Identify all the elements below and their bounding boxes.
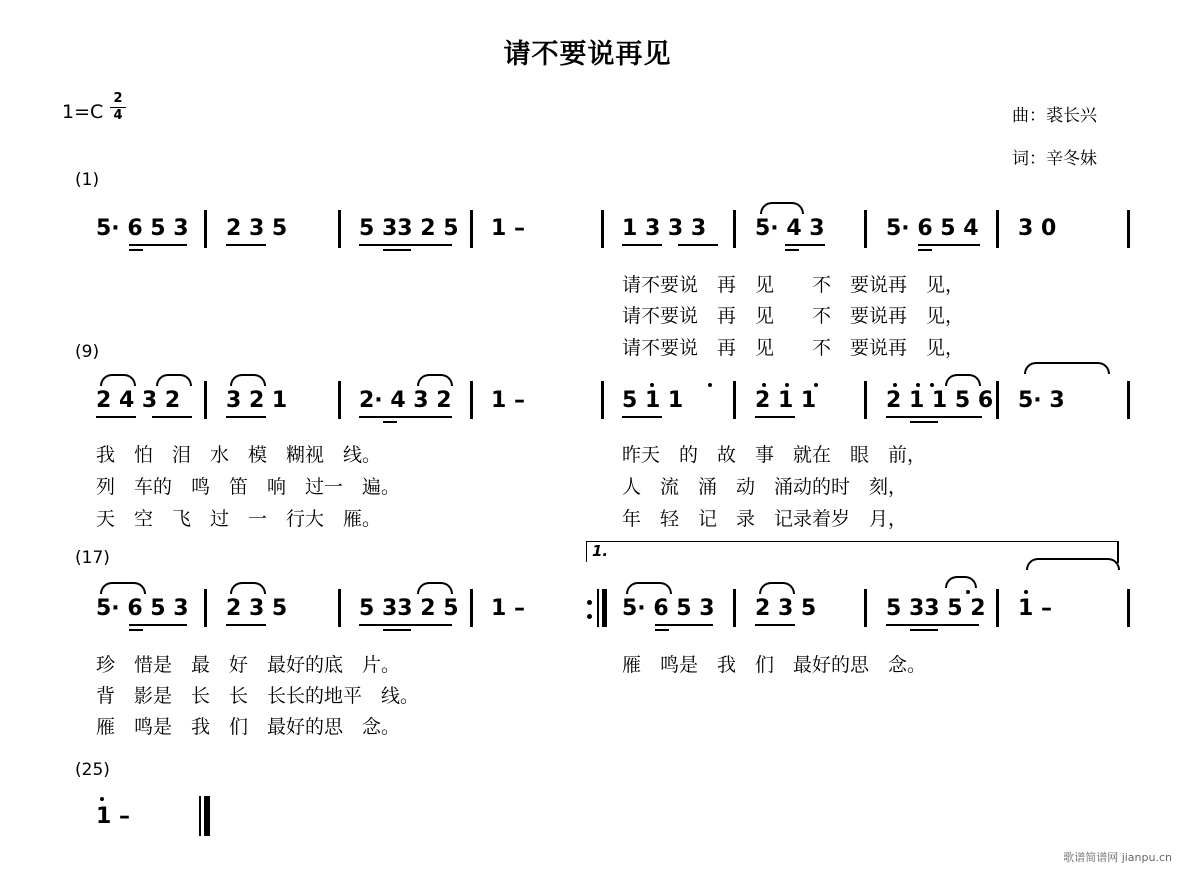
system-number: (9) (75, 342, 100, 362)
beam-underline (918, 249, 932, 251)
measure: 1 3 3 3 (622, 216, 707, 241)
beam-underline (383, 629, 411, 631)
beam-underline (755, 416, 795, 418)
system-number: (17) (75, 548, 110, 568)
lyric-line: 雁 鸣是 我 们 最好的思 念。 (622, 654, 927, 676)
measure: 5· 6 5 3 (96, 216, 189, 241)
barline (601, 381, 604, 419)
lyric-line: 雁 鸣是 我 们 最好的思 念。 (96, 716, 401, 738)
beam-underline (910, 421, 938, 423)
slur (156, 374, 192, 386)
tie (1026, 558, 1120, 570)
octave-dot (650, 383, 654, 387)
barline (733, 381, 736, 419)
slur (417, 374, 453, 386)
barline (601, 210, 604, 248)
measure: 2 3 5 (226, 596, 288, 621)
barline (864, 381, 867, 419)
lyric-line: 请不要说 再 见 不 要说再 见， (622, 274, 965, 296)
beam-underline (622, 244, 662, 246)
slur (230, 374, 266, 386)
lyric-line: 背 影是 长 长 长长的地平 线。 (96, 685, 420, 707)
beam-underline (129, 624, 187, 626)
octave-dot (708, 383, 712, 387)
lyric-line: 天 空 飞 过 一 行大 雁。 (96, 508, 382, 530)
measure: 5· 6 5 3 (622, 596, 715, 621)
barline (1127, 381, 1130, 419)
barline (338, 589, 341, 627)
octave-dot (893, 383, 897, 387)
system-number: (25) (75, 760, 110, 780)
lyric-line: 珍 惜是 最 好 最好的底 片。 (96, 654, 401, 676)
beam-underline (359, 244, 452, 246)
measure: 5 33 2 5 (359, 596, 459, 621)
watermark: 歌谱简谱网 jianpu.cn (1063, 851, 1172, 864)
system-number: (1) (75, 170, 100, 190)
measure: 5· 6 5 3 (96, 596, 189, 621)
final-thin-barline (199, 796, 201, 836)
beam-underline (383, 249, 411, 251)
volta-label: 1. (592, 542, 609, 560)
beam-underline (96, 416, 136, 418)
barline (338, 210, 341, 248)
measure: 2 3 5 (755, 596, 817, 621)
lyric-line: 列 车的 鸣 笛 响 过一 遍。 (96, 476, 401, 498)
beam-underline (755, 624, 795, 626)
composer-credit: 曲：裘长兴 (1012, 106, 1097, 126)
time-numerator: 2 (113, 91, 123, 106)
slur (417, 582, 453, 594)
beam-underline (226, 244, 266, 246)
time-denominator: 4 (113, 108, 123, 123)
barline (470, 210, 473, 248)
slur (760, 202, 804, 214)
measure: 5 1 1 (622, 388, 684, 413)
beam-underline (886, 416, 982, 418)
repeat-dot (587, 600, 592, 605)
beam-underline (886, 624, 979, 626)
octave-dot (916, 383, 920, 387)
beam-underline (383, 421, 397, 423)
beam-underline (655, 624, 713, 626)
octave-dot (930, 383, 934, 387)
barline (733, 210, 736, 248)
key-signature: 1=C (62, 101, 104, 123)
beam-underline (622, 416, 662, 418)
measure: 5· 4 3 (755, 216, 825, 241)
octave-dot (100, 797, 104, 801)
beam-underline (129, 244, 187, 246)
repeat-thick-barline (602, 589, 607, 627)
time-signature (109, 91, 127, 124)
beam-underline (359, 624, 452, 626)
barline (1127, 589, 1130, 627)
beam-underline (655, 629, 669, 631)
measure: 2 1 1 5 6 (886, 388, 994, 413)
repeat-thin-barline (597, 589, 599, 627)
barline (204, 381, 207, 419)
lyric-line: 请不要说 再 见 不 要说再 见， (622, 305, 965, 327)
beam-underline (910, 629, 938, 631)
measure: 1 – (491, 388, 525, 413)
measure: 1 – (491, 596, 525, 621)
barline (996, 381, 999, 419)
beam-underline (785, 249, 799, 251)
barline (733, 589, 736, 627)
beam-underline (785, 244, 825, 246)
lyric-line: 人 流 涌 动 涌动的时 刻， (622, 476, 908, 498)
barline (996, 589, 999, 627)
measure: 2 4 3 2 (96, 388, 181, 413)
lyric-line: 年 轻 记 录 记录着岁 月， (622, 508, 908, 530)
measure: 5 33 2 5 (359, 216, 459, 241)
slur (100, 374, 136, 386)
barline (1127, 210, 1130, 248)
barline (470, 381, 473, 419)
octave-dot (762, 383, 766, 387)
barline (338, 381, 341, 419)
beam-underline (129, 249, 143, 251)
slur (230, 582, 266, 594)
beam-underline (918, 244, 980, 246)
final-thick-barline (204, 796, 210, 836)
barline (864, 589, 867, 627)
octave-dot (814, 383, 818, 387)
measure: 2· 4 3 2 (359, 388, 452, 413)
measure: 2 1 1 (755, 388, 817, 413)
beam-underline (152, 416, 192, 418)
measure: 1 – (96, 804, 130, 829)
slur (759, 582, 795, 594)
barline (996, 210, 999, 248)
slur (945, 374, 981, 386)
slur (100, 582, 146, 594)
lyric-line: 请不要说 再 见 不 要说再 见， (622, 337, 965, 359)
measure: 3 2 1 (226, 388, 288, 413)
measure: 1 – (491, 216, 525, 241)
octave-dot (1024, 590, 1028, 594)
beam-underline (226, 624, 266, 626)
beam-underline (129, 629, 143, 631)
repeat-dot (587, 614, 592, 619)
measure: 3 0 (1018, 216, 1057, 241)
measure: 5· 3 (1018, 388, 1065, 413)
barline (204, 210, 207, 248)
slur (626, 582, 672, 594)
slur (945, 576, 977, 588)
measure: 5 33 5 2 (886, 596, 986, 621)
lyric-line: 我 怕 泪 水 模 糊视 线。 (96, 444, 382, 466)
beam-underline (359, 416, 452, 418)
beam-underline (226, 416, 266, 418)
measure: 5· 6 5 4 (886, 216, 979, 241)
measure: 1 – (1018, 596, 1052, 621)
measure: 2 3 5 (226, 216, 288, 241)
octave-dot (785, 383, 789, 387)
lyric-line: 昨天 的 故 事 就在 眼 前， (622, 444, 927, 466)
song-title: 请不要说再见 (503, 39, 672, 70)
tie (1024, 362, 1110, 374)
barline (470, 589, 473, 627)
volta-end (1117, 541, 1119, 563)
barline (864, 210, 867, 248)
octave-dot (966, 590, 970, 594)
lyricist-credit: 词：辛冬妹 (1012, 149, 1097, 169)
barline (204, 589, 207, 627)
beam-underline (678, 244, 718, 246)
